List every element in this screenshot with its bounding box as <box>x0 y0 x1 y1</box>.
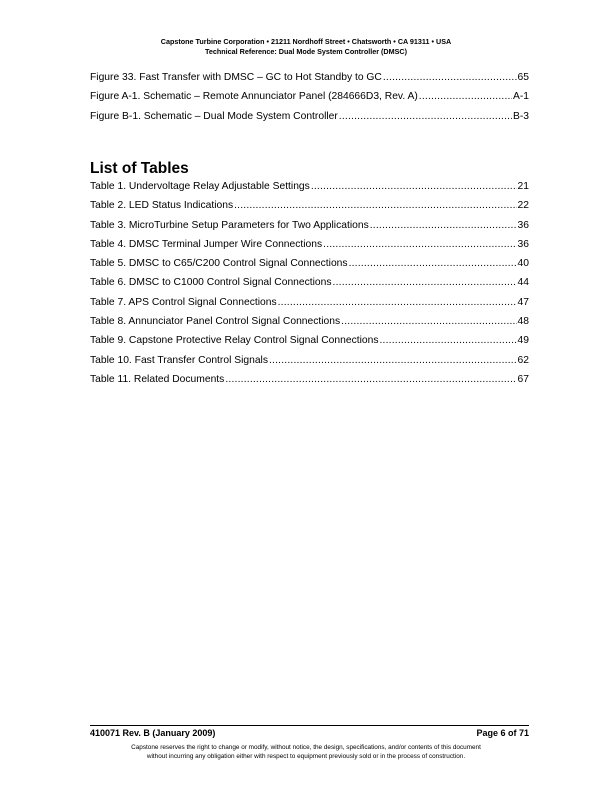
toc-entry-label: Table 1. Undervoltage Relay Adjustable Settings <box>90 181 310 192</box>
toc-entry[interactable] <box>90 355 529 374</box>
toc-entry-page: 40 <box>517 258 529 270</box>
toc-entry-label: Table 5. DMSC to C65/C200 Control Signal Connections <box>90 258 348 270</box>
dot-leader <box>234 200 516 211</box>
toc-entry[interactable] <box>90 297 529 316</box>
toc-entry-label: Table 10. Fast Transfer Control Signals <box>90 354 268 366</box>
toc-entry-page: 21 <box>517 181 529 192</box>
toc-entry-page: 49 <box>517 335 529 347</box>
dot-leader <box>339 111 512 122</box>
toc-entry[interactable] <box>90 316 529 335</box>
toc-entry-label: Table 2. LED Status Indications <box>90 200 234 212</box>
dot-leader <box>269 355 517 366</box>
toc-entry-page: 65 <box>517 72 529 83</box>
toc-entry-page: B-3 <box>512 110 529 122</box>
toc-entry[interactable] <box>90 111 529 130</box>
toc-entry[interactable] <box>90 258 529 277</box>
header-company-address: Capstone Turbine Corporation • 21211 Nordhoff Street • Chatsworth • CA 91311 • USA <box>160 37 452 46</box>
toc-entry-label: Table 6. DMSC to C1000 Control Signal Connections <box>90 277 332 289</box>
toc-entry-label: Figure 33. Fast Transfer with DMSC – GC to Hot Standby to GC <box>90 72 382 83</box>
footer-disclaimer <box>0 743 612 762</box>
dot-leader <box>370 220 517 231</box>
dot-leader <box>419 91 512 102</box>
dot-leader <box>225 374 516 385</box>
dot-leader <box>379 335 516 346</box>
toc-entry[interactable] <box>90 91 529 110</box>
toc-entry[interactable] <box>90 239 529 258</box>
toc-entry-page: A-1 <box>512 91 529 103</box>
toc-entry[interactable] <box>90 220 529 239</box>
toc-entry-page: 62 <box>517 354 529 366</box>
dot-leader <box>341 316 516 327</box>
list-of-tables-heading: List of Tables <box>90 160 189 177</box>
toc-entry-page: 48 <box>517 316 529 328</box>
toc-entry[interactable] <box>90 72 529 91</box>
toc-entry-page: 44 <box>517 277 529 289</box>
toc-entry-label: Table 11. Related Documents <box>90 373 225 385</box>
disclaimer-line: without incurring any obligation either with respect to equipment previously sold or in the process of construction. <box>146 753 466 761</box>
toc-entry-label: Table 4. DMSC Terminal Jumper Wire Connections <box>90 238 323 250</box>
disclaimer-line: Capstone reserves the right to change or modify, without notice, the design, specifications, and/or contents of this document <box>131 744 481 751</box>
dot-leader <box>311 181 517 192</box>
dot-leader <box>323 239 516 250</box>
toc-entry-page: 67 <box>517 373 529 385</box>
toc-entry[interactable] <box>90 335 529 354</box>
dot-leader <box>349 258 517 269</box>
toc-entry-page: 47 <box>517 296 529 308</box>
list-of-tables <box>90 181 529 393</box>
toc-entry-page: 22 <box>517 200 529 212</box>
footer-doc-id: 410071 Rev. B (January 2009) <box>90 728 216 738</box>
footer-page-number: Page 6 of 71 <box>476 728 529 738</box>
list-of-figures <box>90 72 529 130</box>
header-document-title: Technical Reference: Dual Mode System Controller (DMSC) <box>205 46 407 56</box>
footer-divider <box>90 725 529 726</box>
toc-entry-page: 36 <box>517 219 529 231</box>
toc-entry[interactable] <box>90 200 529 219</box>
dot-leader <box>383 72 517 83</box>
toc-entry-label: Table 8. Annunciator Panel Control Signal Connections <box>90 316 341 328</box>
toc-entry-label: Table 3. MicroTurbine Setup Parameters for Two Applications <box>90 219 369 231</box>
toc-entry-label: Table 7. APS Control Signal Connections <box>90 296 277 308</box>
toc-entry-label: Figure B-1. Schematic – Dual Mode System Controller <box>90 110 338 122</box>
toc-entry[interactable] <box>90 181 529 200</box>
dot-leader <box>278 297 517 308</box>
toc-entry-label: Figure A-1. Schematic – Remote Annunciator Panel (284666D3, Rev. A) <box>90 91 418 103</box>
toc-entry-page: 36 <box>517 238 529 250</box>
toc-entry-label: Table 9. Capstone Protective Relay Control Signal Connections <box>90 335 379 347</box>
toc-entry[interactable] <box>90 277 529 296</box>
page-footer <box>90 728 529 738</box>
toc-entry[interactable] <box>90 374 529 393</box>
dot-leader <box>333 277 517 288</box>
page-header <box>0 37 612 56</box>
